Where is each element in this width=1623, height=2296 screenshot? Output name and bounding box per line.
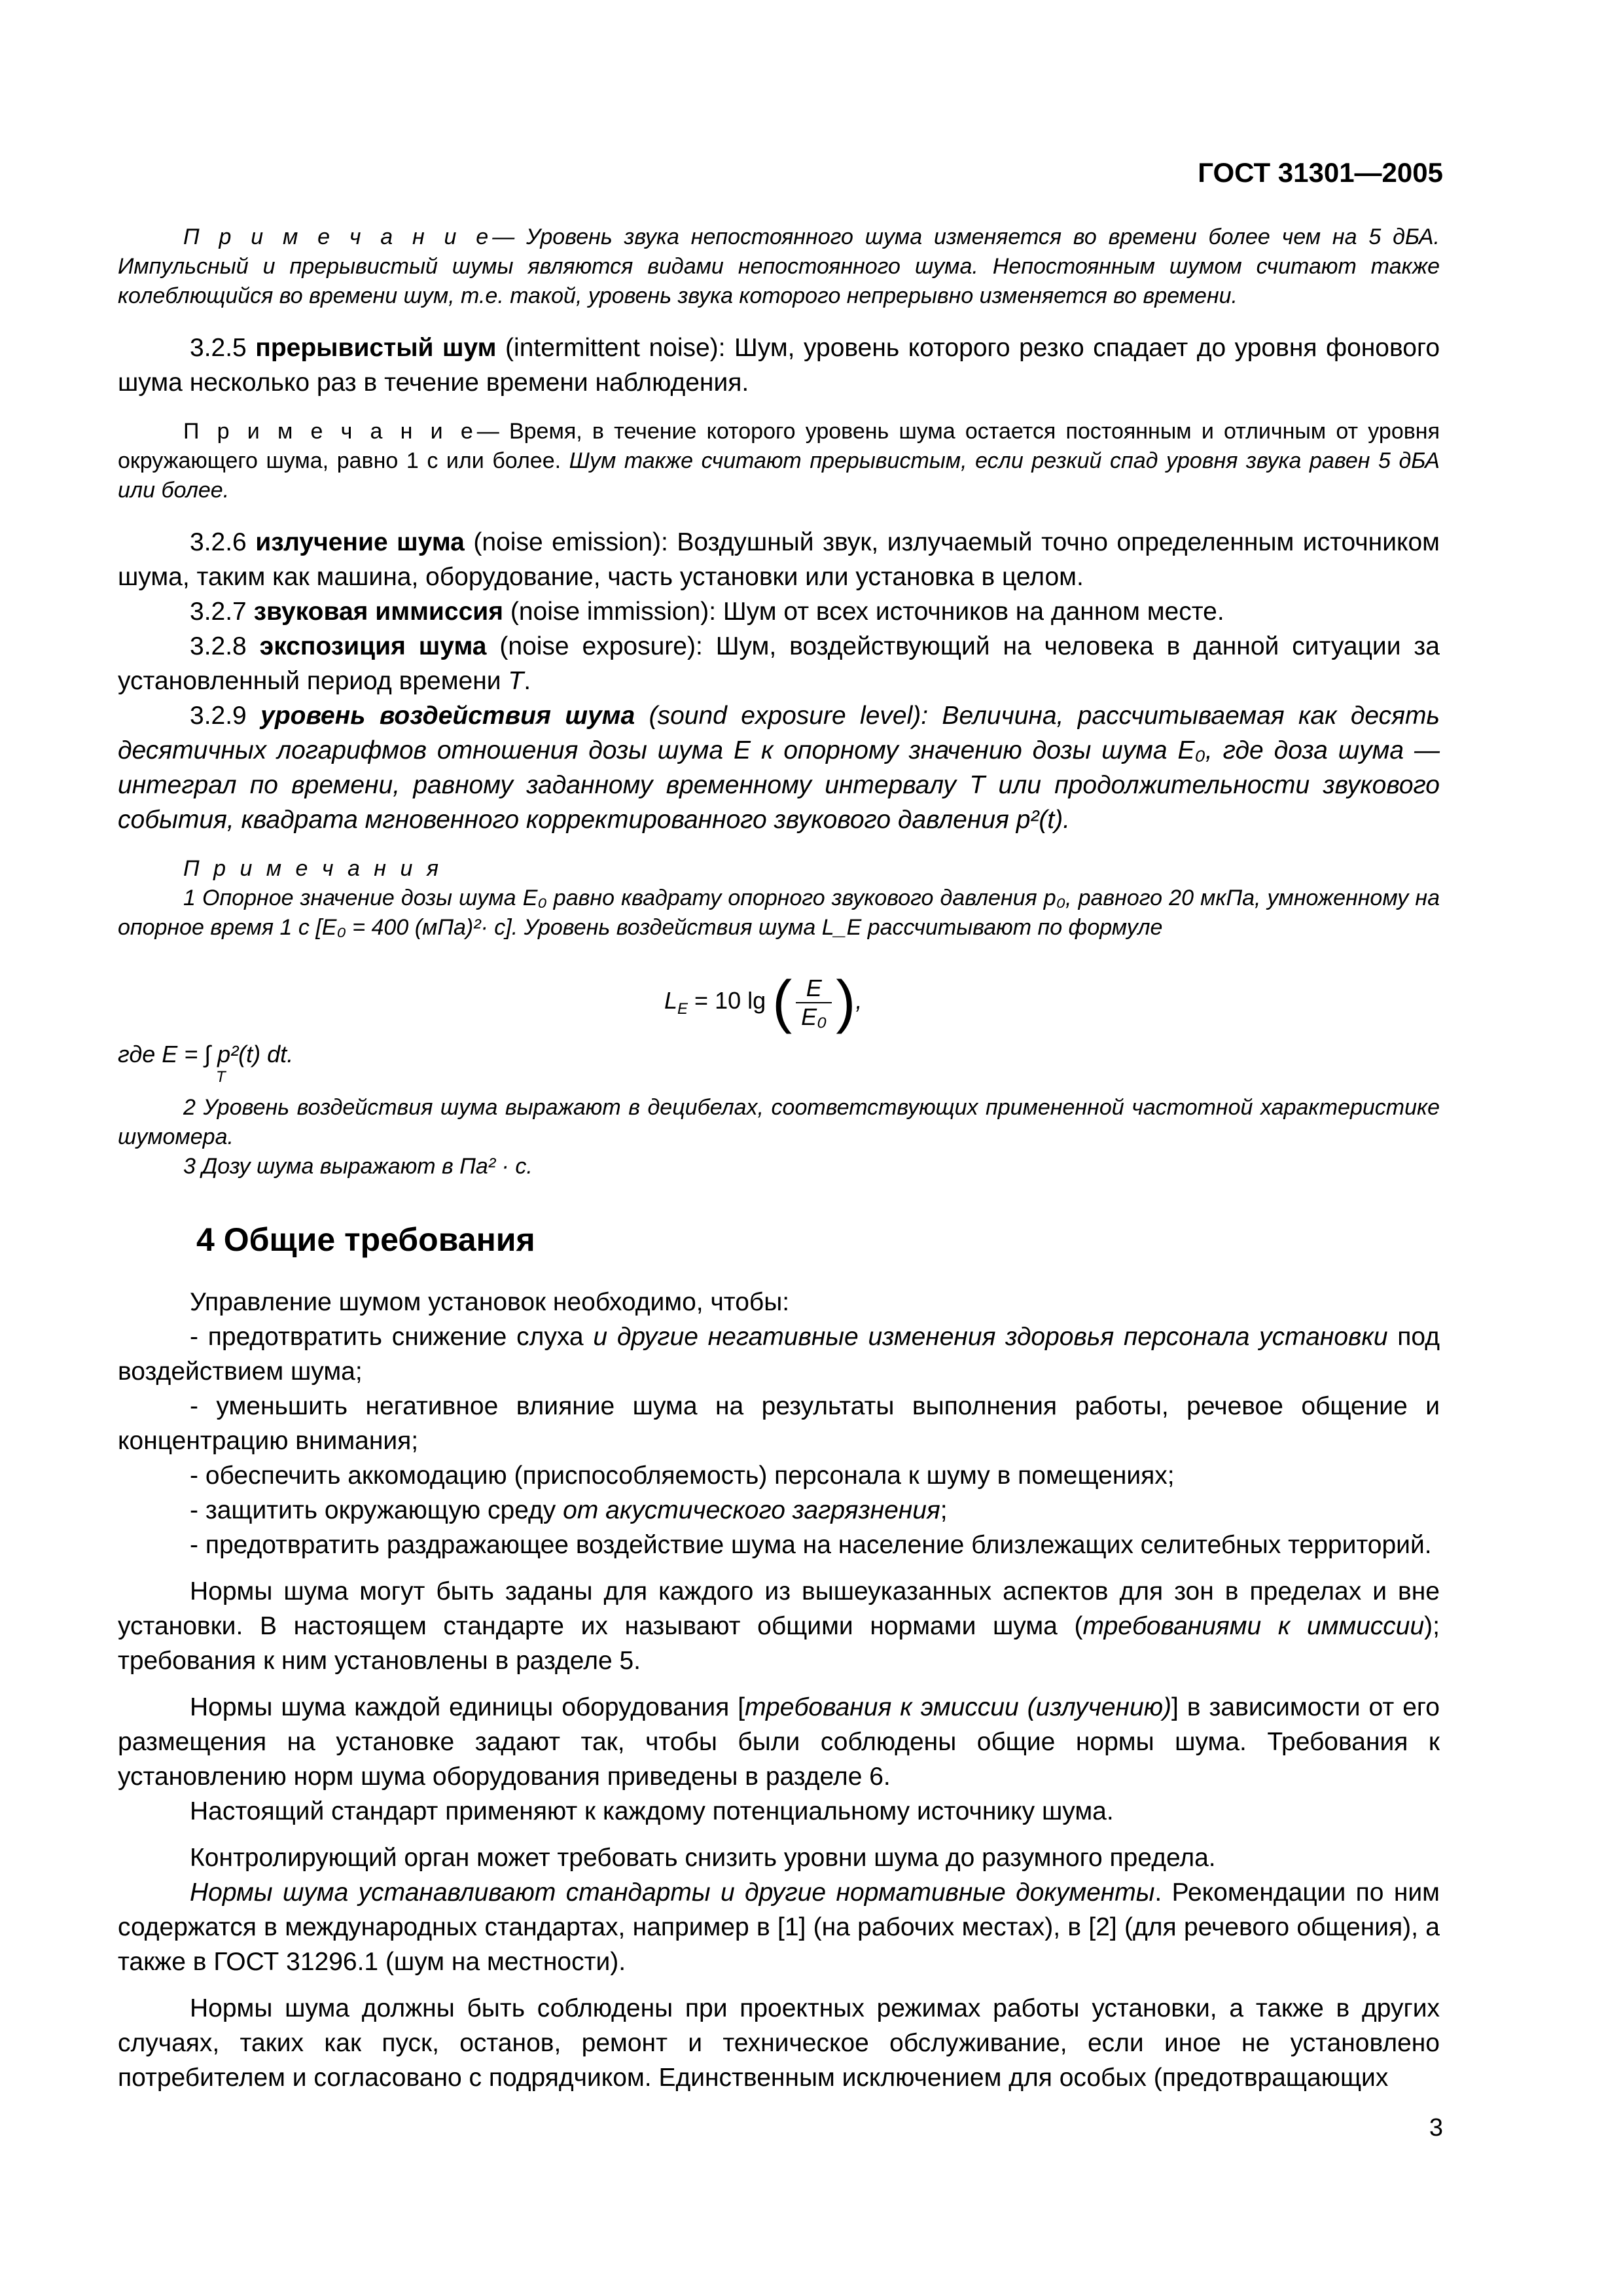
definition-3-2-7 bbox=[118, 594, 1440, 629]
bullet-population: - предотвратить раздражающее воздействие шума на население близлежащих селитебных территорий. bbox=[190, 1531, 1432, 1559]
where-integral-sub: T bbox=[216, 1068, 226, 1086]
term-english: (noise exposure) bbox=[499, 632, 696, 660]
paragraph-equipment-norms bbox=[118, 1690, 1440, 1794]
note-item-2: 2 Уровень воздействия шума выражают в децибелах, соответствующих примененной частотной характеристике шумомера. bbox=[118, 1095, 1440, 1149]
term: прерывистый шум bbox=[255, 334, 497, 362]
paragraph-general-norms bbox=[118, 1574, 1440, 1678]
paragraph-intro: Управление шумом установок необходимо, чтобы: bbox=[190, 1288, 790, 1316]
paragraph-text-italic: требования к эмиссии (излучению) bbox=[745, 1693, 1172, 1721]
clause-number: 3.2.6 bbox=[190, 528, 247, 556]
note-text-italic: Шум также считают прерывистым, если резкий спад уровня звука равен 5 дБА или более. bbox=[118, 448, 1440, 503]
formula-sound-exposure-level bbox=[118, 949, 1440, 1034]
definition-3-2-8 bbox=[118, 629, 1440, 698]
term: излучение шума bbox=[255, 528, 465, 556]
formula-lhs: L bbox=[664, 987, 678, 1014]
formula-numerator: E bbox=[796, 975, 832, 1003]
note-label: П р и м е ч а н и е bbox=[183, 419, 477, 444]
bullet-environment bbox=[118, 1493, 1440, 1528]
paragraph-standards bbox=[118, 1875, 1440, 1979]
definition-text: : Шум, воздействующий на человека в данной ситуации за установленный период времени bbox=[118, 632, 1440, 695]
formula-paren-close: ) bbox=[836, 969, 856, 1035]
paragraph-operating-modes: Нормы шума должны быть соблюдены при проектных режимах работы установки, а также в других случаях, таких как пуск, останов, ремонт и техническое обслуживание, если иное не установлено потребителем и согласовано с подрядчиком. Единственным исключением для особых (предотвращающих bbox=[118, 1994, 1440, 2092]
bullet-text-italic: и другие негативные изменения здоровья персонала установки bbox=[583, 1323, 1388, 1351]
document-code-header: ГОСТ 31301—2005 bbox=[1198, 157, 1443, 188]
term: уровень воздействия шума bbox=[260, 702, 635, 730]
note-item-3: 3 Дозу шума выражают в Па² · с. bbox=[183, 1154, 533, 1179]
paragraph-scope: Настоящий стандарт применяют к каждому потенциальному источнику шума. bbox=[190, 1797, 1114, 1825]
clause-number: 3.2.5 bbox=[190, 334, 247, 362]
term-english: (intermittent noise) bbox=[505, 334, 719, 362]
paragraph-text-end: ] в зависимости от его размещения на установке задают так, чтобы были соблюдены общие нормы шума. Требования к установлению норм шума оборудования приведены в разделе 6. bbox=[118, 1693, 1440, 1791]
paragraph-text-end: ); требования к ним установлены в разделе 5. bbox=[118, 1612, 1440, 1675]
clause-number: 3.2.9 bbox=[190, 702, 247, 730]
formula-lhs-sub: E bbox=[677, 1000, 688, 1018]
paragraph-text-italic: требованиями к иммиссии bbox=[1082, 1612, 1425, 1640]
variable-t: T bbox=[508, 667, 524, 695]
paragraph-text: Нормы шума могут быть заданы для каждого из вышеуказанных аспектов для зон в пределах и вне установки. В настоящем стандарте их называют общими нормами шума ( bbox=[118, 1577, 1440, 1640]
paragraph-text: Нормы шума каждой единицы оборудования [ bbox=[190, 1693, 745, 1721]
definition-text: : Шум, уровень которого резко спадает до уровня фонового шума несколько раз в течение времени наблюдения. bbox=[118, 334, 1440, 397]
paragraph-text-italic: Нормы шума устанавливают стандарты и другие нормативные документы bbox=[190, 1878, 1155, 1907]
bullet-text: - защитить окружающую среду bbox=[190, 1496, 556, 1524]
note-text: — Время, в течение которого уровень шума остается постоянным и отличным от уровня окружающего шума, равно 1 с или более. bbox=[118, 419, 1440, 473]
bullet-text-end: ; bbox=[940, 1496, 948, 1524]
note-text: — Уровень звука непостоянного шума изменяется во времени более чем на 5 дБА. Импульсный и прерывистый шумы являются видами непостоянного шума. Непостоянным шумом считают также колеблющийся во времени шум, т.е. такой, уровень звука которого непрерывно изменяется во времени. bbox=[118, 224, 1440, 308]
bullet-text-italic: от акустического загрязнения bbox=[556, 1496, 940, 1524]
definition-3-2-5 bbox=[118, 331, 1440, 400]
paragraph-text: . Рекомендации по ним содержатся в международных стандартах, например в [1] (на рабочих местах), в [2] (для речевого общения), а также в ГОСТ 31296.1 (шум на местности). bbox=[118, 1878, 1440, 1976]
bullet-text-end: под воздействием шума; bbox=[118, 1323, 1440, 1386]
bullet-text: - предотвратить снижение слуха bbox=[190, 1323, 584, 1351]
section-heading: 4 Общие требования bbox=[196, 1221, 535, 1258]
term-english: (noise emission) bbox=[473, 528, 662, 556]
definition-text: (sound exposure level): Величина, рассчитываемая как десять десятичных логарифмов отношения дозы шума E к опорному значению дозы шума E₀, где доза шума — интеграл по времени, равному заданному временному интервалу T или продолжительности звукового события, квадрата мгновенного корректированного звукового давления p²(t). bbox=[118, 702, 1440, 834]
page-number: 3 bbox=[1429, 2114, 1443, 2142]
formula-end: , bbox=[855, 987, 863, 1014]
formula-fraction bbox=[796, 975, 832, 1031]
clause-number: 3.2.7 bbox=[190, 598, 247, 626]
clause-number: 3.2.8 bbox=[190, 632, 247, 660]
term-english: (noise immission) bbox=[510, 598, 709, 626]
bullet-hearing bbox=[118, 1319, 1440, 1389]
notes-heading: П р и м е ч а н и я bbox=[183, 856, 442, 881]
definition-3-2-6 bbox=[118, 525, 1440, 594]
definition-text: : Шум от всех источников на данном месте. bbox=[709, 598, 1224, 626]
where-text: где E = ∫ p²(t) dt. bbox=[118, 1041, 294, 1067]
formula-denominator: E₀ bbox=[801, 1003, 827, 1030]
formula-where bbox=[118, 1041, 1440, 1093]
page-content bbox=[118, 223, 1440, 2095]
note-intermittent bbox=[118, 417, 1440, 505]
note-label: П р и м е ч а н и е bbox=[183, 224, 493, 249]
paragraph-authority: Контролирующий орган может требовать снизить уровни шума до разумного предела. bbox=[190, 1844, 1216, 1872]
formula-mid: = 10 lg bbox=[688, 987, 766, 1014]
definition-text: : Воздушный звук, излучаемый точно определенным источником шума, таким как машина, оборудование, часть установки или установка в целом. bbox=[118, 528, 1440, 591]
term: экспозиция шума bbox=[259, 632, 487, 660]
note-nonconstant-noise bbox=[118, 223, 1440, 311]
formula-paren-open: ( bbox=[772, 969, 793, 1035]
bullet-accommodation: - обеспечить аккомодацию (приспособляемость) персонала к шуму в помещениях; bbox=[190, 1462, 1175, 1490]
note-item-1: 1 Опорное значение дозы шума E₀ равно квадрату опорного звукового давления p₀, равного 20 мкПа, умноженному на опорное время 1 с [E₀ = 400 (мПа)²· с]. Уровень воздействия шума L_E рассчитывают по формуле bbox=[118, 886, 1440, 940]
bullet-performance: - уменьшить негативное влияние шума на результаты выполнения работы, речевое общение и концентрацию внимания; bbox=[118, 1392, 1440, 1455]
definition-3-2-9 bbox=[118, 698, 1440, 837]
definition-end: . bbox=[524, 667, 531, 695]
term: звуковая иммиссия bbox=[253, 598, 504, 626]
